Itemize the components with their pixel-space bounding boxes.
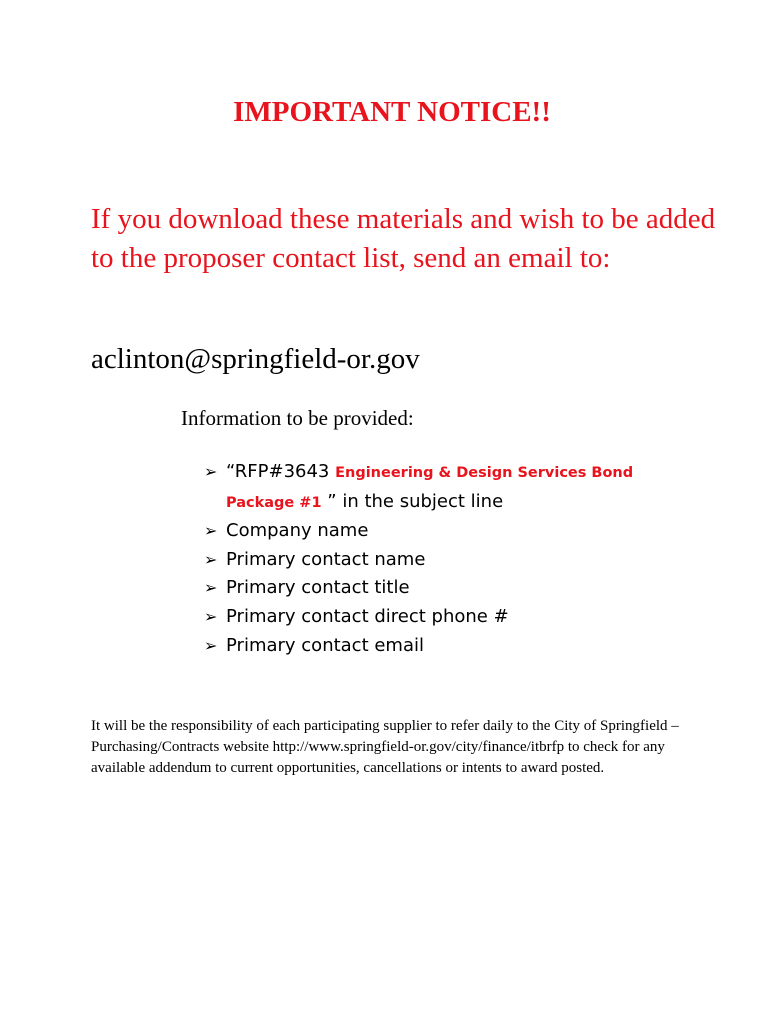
list-item-label: Primary contact title [226, 577, 410, 599]
subject-highlight: Engineering & Design Services Bond Package #1 [226, 465, 634, 511]
arrow-bullet-icon: ➢ [204, 578, 218, 598]
arrow-bullet-icon: ➢ [204, 635, 218, 655]
footer-paragraph: It will be the responsibility of each participating supplier to refer daily to the City of Springfield – Purchasing/Contracts website http://www.springfield-or.gov/city/finance/itbrfp to check for any available addendum to current opportunities, cancellations or intents to award posted. [91, 718, 679, 776]
list-item [204, 632, 664, 661]
intro-text: If you download these materials and wish to be added to the proposer contact list, send an email to: [91, 203, 716, 274]
list-item [204, 574, 664, 603]
info-heading: Information to be provided: [181, 406, 414, 430]
arrow-bullet-icon: ➢ [204, 549, 218, 569]
subject-suffix: ” in the subject line [321, 490, 504, 512]
notice-title: IMPORTANT NOTICE!! [233, 96, 551, 128]
list-item-label: Company name [226, 520, 369, 542]
subject-prefix: “RFP#3643 [226, 461, 336, 482]
list-item [204, 517, 664, 546]
list-item [204, 546, 664, 575]
contact-email: aclinton@springfield-or.gov [91, 343, 420, 375]
requirements-list [204, 458, 664, 660]
list-item-label: Primary contact name [226, 548, 426, 570]
list-item-subject [204, 458, 664, 517]
arrow-bullet-icon: ➢ [204, 521, 218, 541]
list-item-label: Primary contact direct phone # [226, 605, 509, 627]
arrow-bullet-icon: ➢ [204, 462, 218, 481]
arrow-bullet-icon: ➢ [204, 606, 218, 626]
list-item [204, 603, 664, 632]
list-item-label: Primary contact email [226, 634, 424, 656]
